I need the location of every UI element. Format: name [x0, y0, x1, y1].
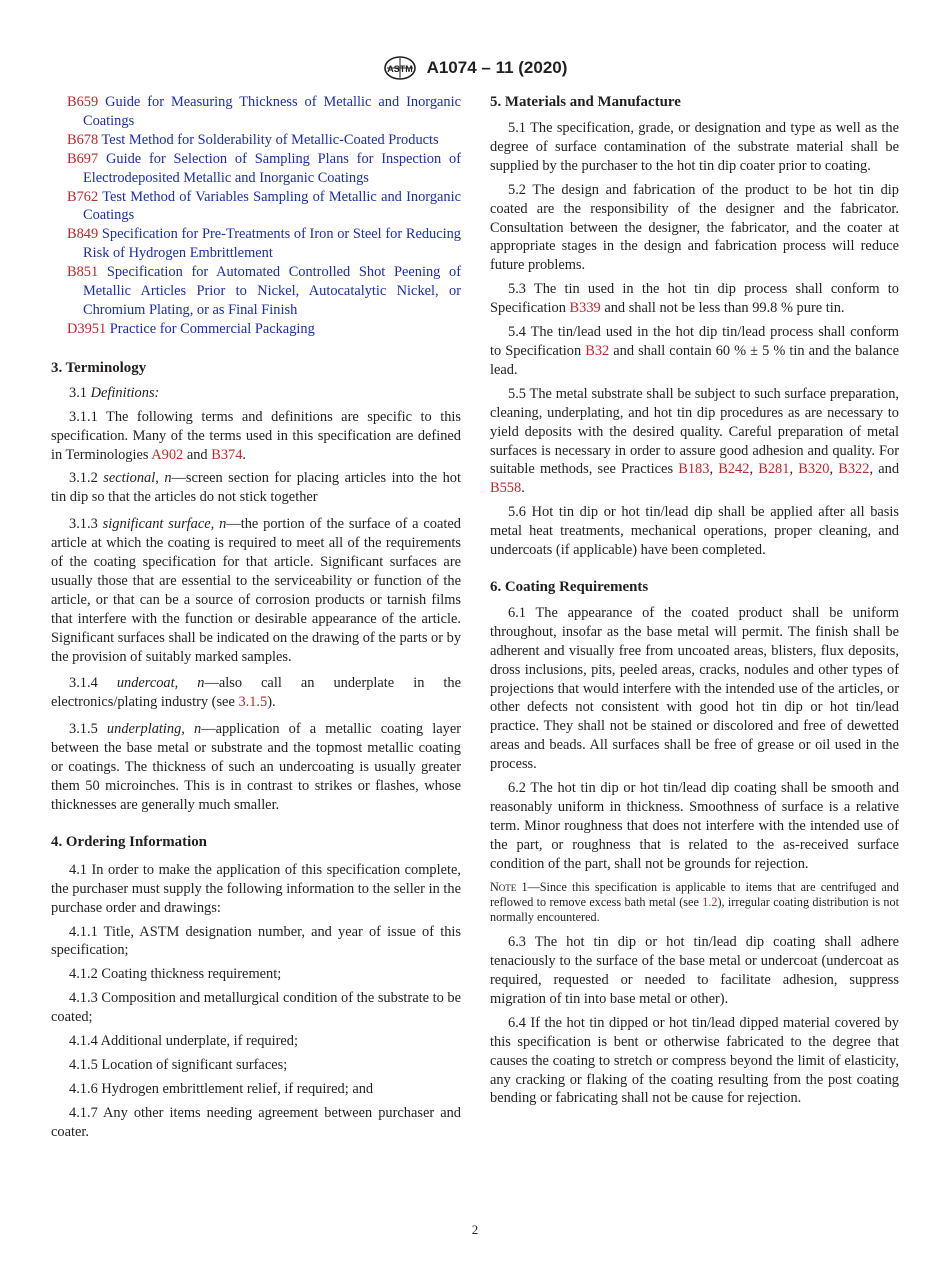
ref-b678[interactable]: B678 Test Method for Solderability of Metallic-Coated Products	[67, 131, 439, 148]
note-1: Note 1—Since this specification is applicable to items that are centrifuged and reflowed to remove excess bath metal (see 1.2), irregular coating distribution is not normally encountered.	[490, 879, 899, 925]
section-6-heading: 6. Coating Requirements	[490, 578, 649, 595]
section-4-heading: 4. Ordering Information	[51, 833, 207, 850]
para-5-1: 5.1 The specification, grade, or designation and type as well as the degree of surface contamination of the substrate material shall be supplied by the purchaser to the hot tin dip coater prior to coating.	[490, 120, 899, 174]
ref-d3951[interactable]: D3951 Practice for Commercial Packaging	[67, 320, 315, 337]
para-6-3: 6.3 The hot tin dip or hot tin/lead dip coating shall adhere tenaciously to the surface of the base metal or undercoat (undercoat as required, requested or needed to facilitate adhesion, suppress migration of tin into base metal or other).	[490, 934, 899, 1007]
para-3-1-3: 3.1.3 significant surface, n—the portion of the surface of a coated article at which the coating is required to meet all of the requirements of the coating specification for that article. Significant surfaces are usually those that are essential to the serviceability or function of the article, or that can be a source of corrosion products or tarnish films that interfere with the function or desirable appearance of the article. Significant surfaces shall be indicated on the drawing of the parts or by the provision of suitably marked samples.	[51, 516, 462, 665]
para-4-1-5: 4.1.5 Location of significant surfaces;	[69, 1056, 288, 1073]
astm-logo-text: ASTM	[386, 64, 413, 74]
para-5-3: 5.3 The tin used in the hot tin dip process shall conform to Specification B339 and shall not be less than 99.8 % pure tin.	[490, 281, 899, 317]
para-3-1-1: 3.1.1 The following terms and definitions are specific to this specification. Many of the terms used in this specification are defined in Terminologies A902 and B374.	[51, 408, 461, 463]
para-4-1-7: 4.1.7 Any other items needing agreement between purchaser and coater.	[51, 1104, 461, 1140]
link-b242[interactable]: B242	[718, 461, 750, 478]
left-column	[51, 93, 461, 1147]
para-6-4: 6.4 If the hot tin dipped or hot tin/lead dipped material covered by this specification is bent or otherwise fabricated to the degree that causes the coating to stretch or compress beyond the limit of elasticity, any cracking or flaking of the coating resulting from the post coating bending or fabricating shall not be cause for rejection.	[490, 1014, 899, 1107]
page-number: 2	[471, 1222, 479, 1237]
astm-logo-icon	[383, 55, 417, 81]
para-5-4: 5.4 The tin/lead used in the hot dip tin/lead process shall conform to Specification B32 and shall contain 60 % ± 5 % tin and the balance lead.	[490, 324, 900, 378]
ref-b659[interactable]: B659 Guide for Measuring Thickness of Metallic and Inorganic Coatings	[67, 94, 461, 129]
para-4-1-2: 4.1.2 Coating thickness requirement;	[69, 966, 282, 983]
section-5-heading: 5. Materials and Manufacture	[490, 94, 681, 110]
link-b558[interactable]: B558	[490, 480, 522, 497]
para-3-1: 3.1 Definitions:	[69, 384, 160, 401]
ref-b851[interactable]: B851 Specification for Automated Controlled Shot Peening of Metallic Articles Prior to Nickel, Autocatalytic Nickel, or Chromium Plating, or as Final Finish	[67, 264, 461, 318]
document-designation: A1074 – 11 (2020)	[426, 58, 568, 77]
para-4-1-4: 4.1.4 Additional underplate, if required;	[69, 1033, 298, 1050]
para-3-1-2: 3.1.2 sectional, n—screen section for placing articles into the hot tin dip so that the articles do not stick together	[51, 470, 461, 506]
link-3-1-5[interactable]: 3.1.5	[238, 694, 268, 711]
right-column	[490, 93, 899, 1113]
ref-b697[interactable]: B697 Guide for Selection of Sampling Plans for Inspection of Electrodeposited Metallic and Inorganic Coatings	[67, 150, 461, 186]
para-6-2: 6.2 The hot tin dip or hot tin/lead dip coating shall be smooth and reasonably uniform in thickness. Smoothness of surface is a relative term. Minor roughness that does not interfere with the intended use of the part, or roughness that is related to the as-received surface condition of the part, shall not be grounds for rejection.	[490, 780, 899, 872]
para-4-1-3: 4.1.3 Composition and metallurgical condition of the substrate to be coated;	[51, 990, 461, 1026]
section-3-heading: 3. Terminology	[51, 359, 147, 376]
link-b339[interactable]: B339	[569, 300, 601, 317]
link-b374[interactable]: B374	[211, 446, 243, 463]
link-b281[interactable]: B281	[758, 461, 790, 478]
para-3-1-5: 3.1.5 underplating, n—application of a metallic coating layer between the base metal or substrate and the topmost metallic coating or coatings. The thickness of such an undercoating is usually greater them 50 microinches. This is in contrast to strikes or flashes, whose thicknesses are generally much smaller.	[51, 721, 462, 813]
link-b32[interactable]: B32	[585, 342, 610, 359]
link-b322[interactable]: B322	[838, 461, 870, 478]
link-1-2[interactable]: 1.2	[702, 894, 718, 909]
para-6-1: 6.1 The appearance of the coated product shall be uniform throughout, insofar as the base metal will permit. The finish shall be adherent and visually free from uncoated areas, blisters, flux deposits, dross inclusions, pits, peeled areas, cracks, nodules and other types of projections that would interfere with the intended use of the articles, or other defects not consistent with good hot tin dip or hot tin/lead practice. They shall not be stained or discolored and free of dewetted areas and beads. All surfaces shall be free of grease or oil used in the process.	[490, 604, 899, 773]
referenced-documents-list	[51, 93, 461, 339]
para-4-1: 4.1 In order to make the application of this specification complete, the purchaser must supply the following information to the seller in the purchase order and drawings:	[51, 861, 461, 916]
para-5-5: 5.5 The metal substrate shall be subject to such surface preparation, cleaning, underplating, and hot tin dip procedures as are necessary to yield deposits with the desired quality. Careful preparation of metal surfaces is necessary in order to assure good adhesion and quality. For suitable methods, see Practices B183, B242, B281, B320, B322, and B558.	[490, 385, 900, 497]
ref-b849[interactable]: B849 Specification for Pre-Treatments of Iron or Steel for Reducing Risk of Hydrogen Embrittlement	[67, 226, 461, 262]
link-a902[interactable]: A902	[151, 446, 184, 463]
link-b320[interactable]: B320	[798, 461, 830, 478]
page-header	[0, 55, 950, 81]
ref-b762[interactable]: B762 Test Method of Variables Sampling of Metallic and Inorganic Coatings	[67, 188, 461, 224]
para-5-6: 5.6 Hot tin dip or hot tin/lead dip shall be applied after all basis metal heat treatments, mechanical operations, proper cleaning, and undercoats (if applicable) have been completed.	[490, 504, 899, 559]
para-3-1-4: 3.1.4 undercoat, n—also call an underplate in the electronics/plating industry (see 3.1.5).	[51, 675, 461, 711]
para-4-1-6: 4.1.6 Hydrogen embrittlement relief, if required; and	[69, 1080, 374, 1097]
para-5-2: 5.2 The design and fabrication of the product to be hot tin dip coated are the responsibility of the designer and the fabricator. Consultation between the designer, the fabricator, and the coater at appropriate stages in the design and fabrication process will reduce future problems.	[490, 181, 899, 274]
link-b183[interactable]: B183	[678, 461, 710, 478]
para-4-1-1: 4.1.1 Title, ASTM designation number, and year of issue of this specification;	[51, 923, 461, 959]
